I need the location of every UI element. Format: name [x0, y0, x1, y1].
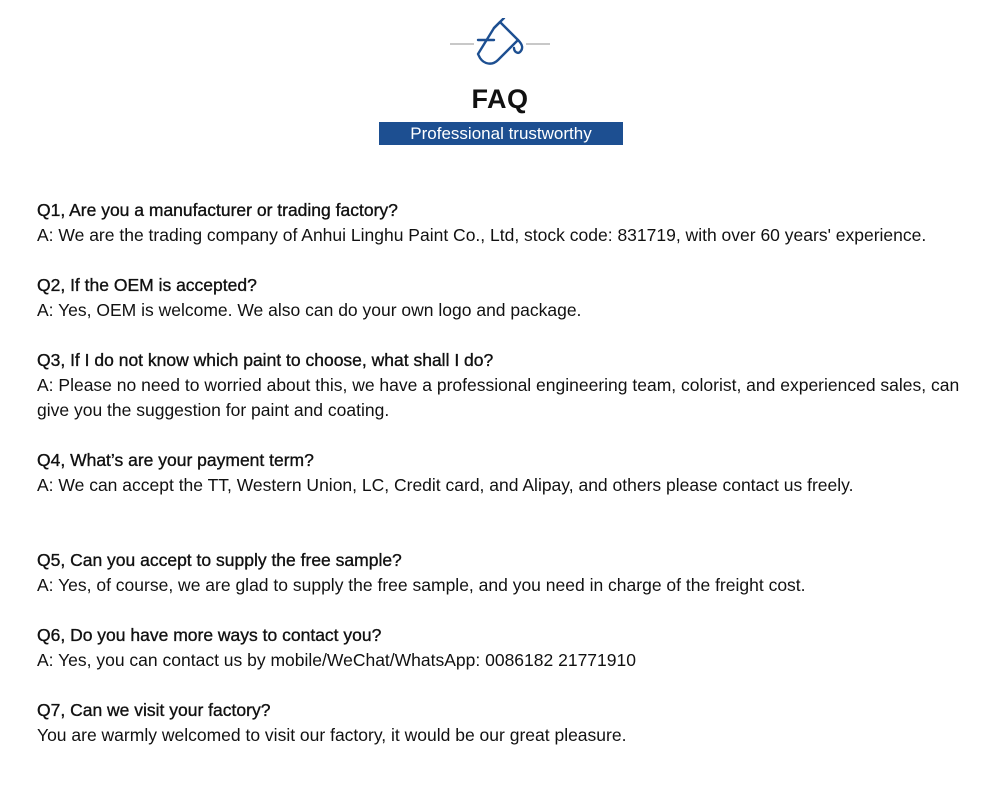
subtitle-badge: Professional trustworthy [379, 122, 623, 145]
faq-list [37, 198, 977, 773]
faq-question: Q6, Do you have more ways to contact you? [37, 625, 382, 645]
faq-answer: A: Yes, you can contact us by mobile/WeChat/WhatsApp: 0086182 21771910 [37, 650, 636, 670]
faq-item-5 [37, 548, 977, 598]
faq-answer: A: Yes, OEM is welcome. We also can do your own logo and package. [37, 300, 582, 320]
faq-question: Q2, If the OEM is accepted? [37, 275, 257, 295]
faq-item-6 [37, 623, 977, 673]
page-title: FAQ [471, 84, 529, 114]
faq-item-3 [37, 348, 977, 423]
faq-answer: A: Please no need to worried about this, we have a professional engineering team, colorist, and experienced sales, can give you the suggestion for paint and coating. [37, 375, 960, 420]
faq-item-7 [37, 698, 977, 748]
faq-answer: You are warmly welcomed to visit our factory, it would be our great pleasure. [37, 725, 627, 745]
faq-answer: A: Yes, of course, we are glad to supply the free sample, and you need in charge of the freight cost. [37, 575, 806, 595]
faq-question: Q4, What’s are your payment term? [37, 450, 314, 470]
faq-question: Q3, If I do not know which paint to choose, what shall I do? [37, 350, 494, 370]
faq-item-4 [37, 448, 977, 498]
faq-answer: A: We can accept the TT, Western Union, LC, Credit card, and Alipay, and others please contact us freely. [37, 475, 854, 495]
faq-question: Q7, Can we visit your factory? [37, 700, 271, 720]
faq-answer: A: We are the trading company of Anhui Linghu Paint Co., Ltd, stock code: 831719, with over 60 years' experience. [37, 225, 927, 245]
faq-item-1 [37, 198, 977, 248]
faq-question: Q5, Can you accept to supply the free sample? [37, 550, 402, 570]
faq-item-2 [37, 273, 977, 323]
paint-bucket-icon [448, 18, 552, 72]
faq-question: Q1, Are you a manufacturer or trading factory? [37, 200, 398, 220]
faq-header [0, 0, 1000, 160]
